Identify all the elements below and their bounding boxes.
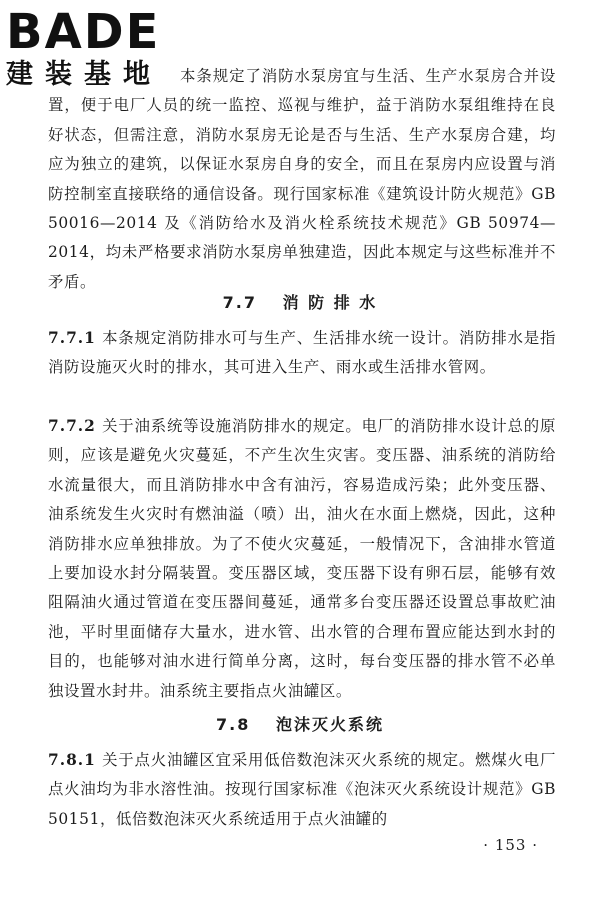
clause-number: 7.7.1: [48, 329, 96, 347]
section-heading-7-7: [0, 290, 600, 313]
section-number: 7.7: [222, 293, 258, 312]
section-title: 消 防 排 水: [282, 293, 378, 312]
clause-number: 7.7.2: [48, 417, 96, 435]
intro-paragraph: [48, 62, 556, 297]
clause-text: 本条规定消防排水可与生产、生活排水统一设计。消防排水是指消防设施灭火时的排水，其可进入生产、雨水或生活排水管网。: [48, 329, 556, 377]
clause-text: 关于点火油罐区宜采用低倍数泡沫灭火系统的规定。燃煤火电厂点火油均为非水溶性油。按现行国家标准《泡沫灭火系统设计规范》GB 50151，低倍数泡沫灭火系统适用于点火油罐的: [48, 751, 556, 828]
section-number: 7.8: [216, 715, 251, 734]
section-heading-7-8: [0, 712, 600, 735]
clause-text: 关于油系统等设施消防排水的规定。电厂的消防排水设计总的原则，应该是避免火灾蔓延，不产生次生灾害。变压器、油系统的消防给水流量很大，而且消防排水中含有油污，容易造成污染；此外变压器、油系统发生火灾时有燃油溢（喷）出，油火在水面上燃烧，因此，这种消防排水应单独排放。为了不使火灾蔓延，一般情况下，含油排水管道上要加设水封分隔装置。变压器区域，变压器下设有卵石层，能够有效阻隔油火通过管道在变压器间蔓延，通常多台变压器还设置总事故贮油池，平时里面储存大量水，进水管、出水管的合理布置应能达到水封的目的，也能够对油水进行简单分离，这时，每台变压器的排水管不必单独设置水封井。油系统主要指点火油罐区。: [48, 417, 556, 700]
intro-text: 本条规定了消防水泵房宜与生活、生产水泵房合并设置，便于电厂人员的统一监控、巡视与维护，益于消防水泵组维持在良好状态，但需注意，消防水泵房无论是否与生活、生产水泵房合建，均应为独立的建筑，以保证水泵房自身的安全，而且在泵房内应设置与消防控制室直接联络的通信设备。现行国家标准《建筑设计防火规范》GB 50016—2014 及《消防给水及消火栓系统技术规范》GB 50974—2014，均未严格要求消防水泵房单独建造，因此本规定与这些标准并不矛盾。: [48, 67, 556, 291]
clause-7-7-1: [48, 324, 556, 383]
page-number: · 153 ·: [483, 836, 538, 854]
logo-wordmark: BADE: [6, 4, 161, 60]
section-title: 泡沫灭火系统: [275, 715, 384, 734]
clause-number: 7.8.1: [48, 751, 96, 769]
clause-7-7-2: [48, 412, 556, 706]
logo-subtitle: 建装基地: [6, 59, 162, 90]
clause-7-8-1: [48, 746, 556, 834]
